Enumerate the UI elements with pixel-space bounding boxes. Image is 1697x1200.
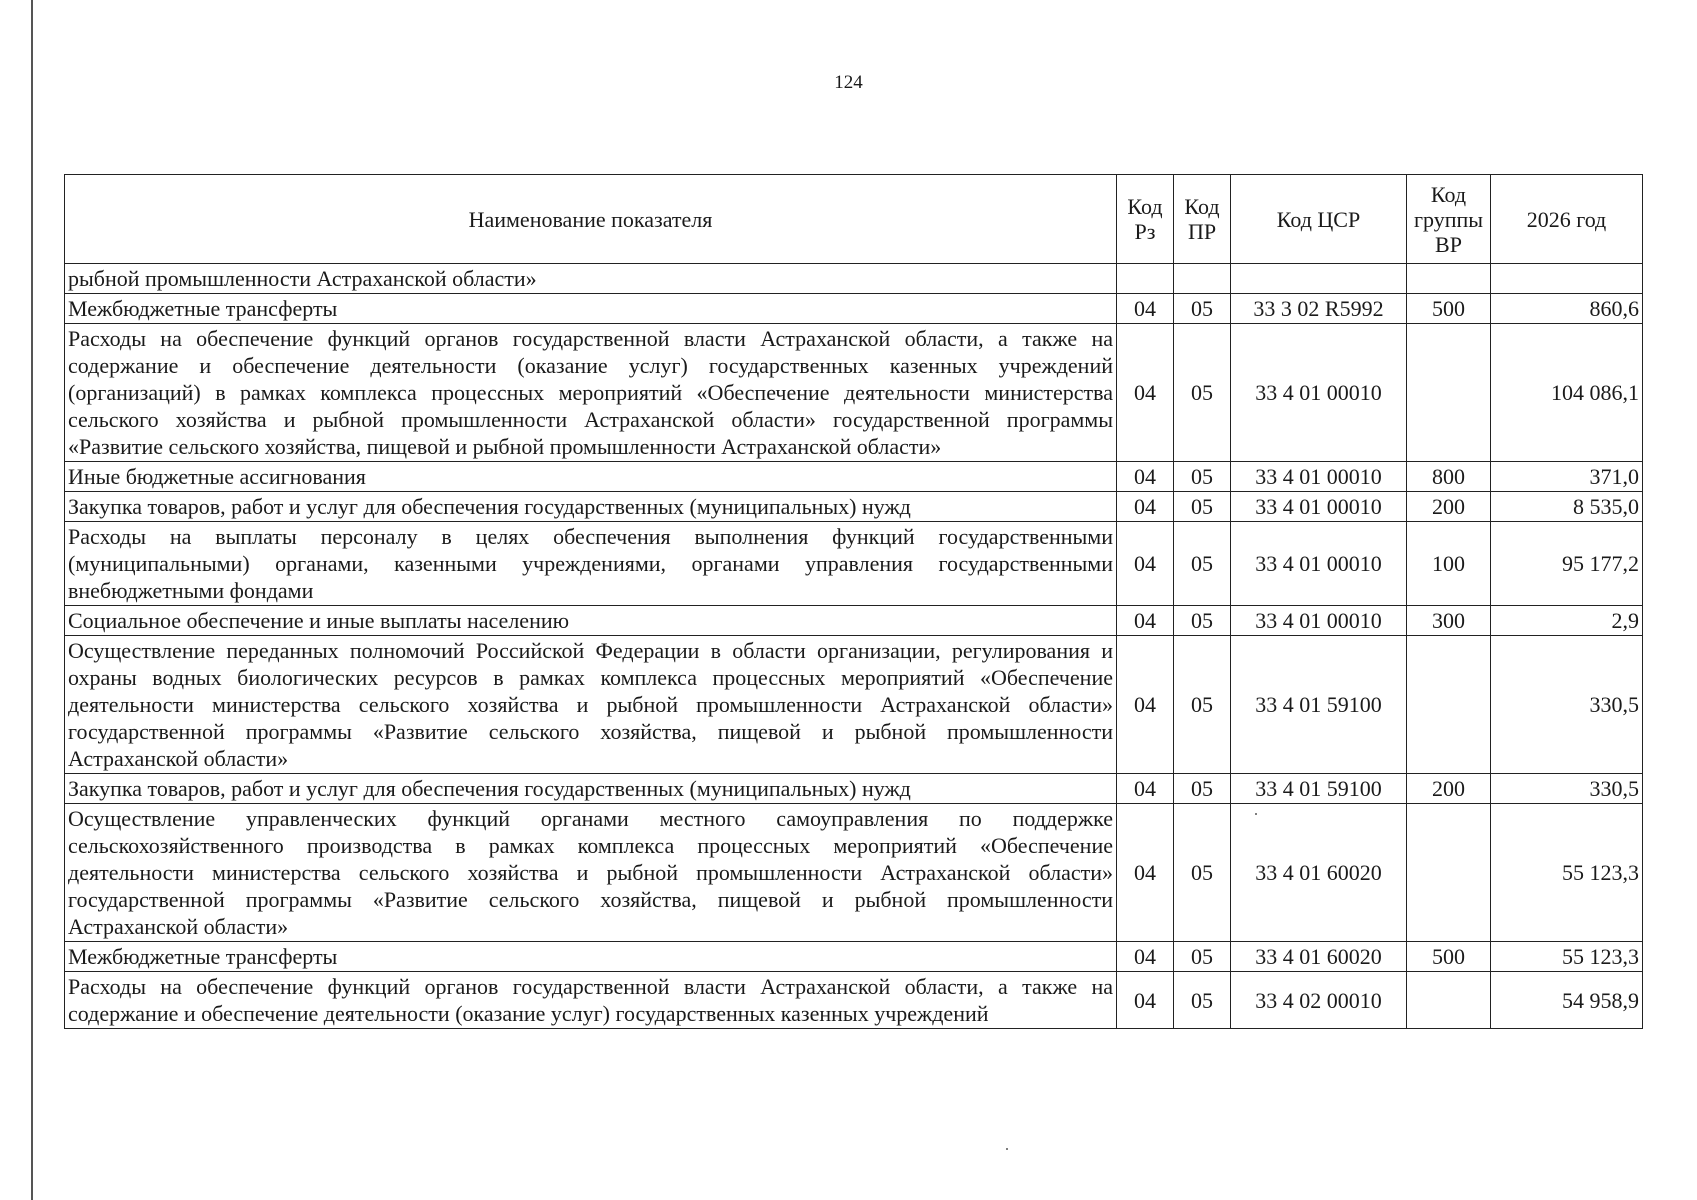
row-pr: 05 (1174, 522, 1231, 606)
table-row (65, 264, 1643, 294)
row-rz: 04 (1117, 636, 1174, 774)
table-row (65, 492, 1643, 522)
header-rz: Код Рз (1117, 175, 1174, 264)
header-vr: Код группы ВР (1407, 175, 1491, 264)
row-name: Расходы на обеспечение функций органов государственной власти Астраханской области, а также на содержание и обеспечение деятельности (оказание услуг) государственных казенных учреждений (65, 972, 1117, 1029)
row-amount: 371,0 (1491, 462, 1643, 492)
binding-edge-line (31, 0, 33, 1200)
row-amount: 330,5 (1491, 636, 1643, 774)
row-rz: 04 (1117, 606, 1174, 636)
row-csr: 33 4 01 59100 (1231, 636, 1407, 774)
table-row (65, 462, 1643, 492)
row-csr (1231, 264, 1407, 294)
row-amount: 330,5 (1491, 774, 1643, 804)
row-amount: 54 958,9 (1491, 972, 1643, 1029)
row-name: Закупка товаров, работ и услуг для обеспечения государственных (муниципальных) нужд (65, 774, 1117, 804)
row-rz: 04 (1117, 972, 1174, 1029)
row-csr: 33 4 01 00010 (1231, 606, 1407, 636)
row-rz: 04 (1117, 294, 1174, 324)
row-amount: 860,6 (1491, 294, 1643, 324)
table-row (65, 774, 1643, 804)
row-vr (1407, 264, 1491, 294)
row-rz (1117, 264, 1174, 294)
row-name: Закупка товаров, работ и услуг для обеспечения государственных (муниципальных) нужд (65, 492, 1117, 522)
row-name: Социальное обеспечение и иные выплаты населению (65, 606, 1117, 636)
table-row (65, 606, 1643, 636)
row-rz: 04 (1117, 492, 1174, 522)
row-amount: 8 535,0 (1491, 492, 1643, 522)
row-name: рыбной промышленности Астраханской области» (65, 264, 1117, 294)
row-vr (1407, 636, 1491, 774)
row-csr: 33 4 01 00010 (1231, 324, 1407, 462)
header-year: 2026 год (1491, 175, 1643, 264)
table-row (65, 294, 1643, 324)
table-row (65, 804, 1643, 942)
row-pr (1174, 264, 1231, 294)
row-pr: 05 (1174, 606, 1231, 636)
row-name: Расходы на выплаты персоналу в целях обеспечения выполнения функций государственными (муниципальными) органами, казенными учреждениями, органами управления государственными внебюджетными фондами (65, 522, 1117, 606)
row-name: Осуществление переданных полномочий Российской Федерации в области организации, регулирования и охраны водных биологических ресурсов в рамках комплекса процессных мероприятий «Обеспечение деятельности министерства сельского хозяйства и рыбной промышленности Астраханской области» государственной программы «Развитие сельского хозяйства, пищевой и рыбной промышленности Астраханской области» (65, 636, 1117, 774)
row-vr: 300 (1407, 606, 1491, 636)
row-amount: 55 123,3 (1491, 942, 1643, 972)
row-vr (1407, 324, 1491, 462)
row-pr: 05 (1174, 774, 1231, 804)
row-csr: 33 4 01 60020 (1231, 804, 1407, 942)
row-csr: 33 3 02 R5992 (1231, 294, 1407, 324)
row-rz: 04 (1117, 324, 1174, 462)
row-csr: 33 4 01 00010 (1231, 522, 1407, 606)
row-name: Иные бюджетные ассигнования (65, 462, 1117, 492)
row-csr: 33 4 02 00010 (1231, 972, 1407, 1029)
row-pr: 05 (1174, 804, 1231, 942)
row-csr: 33 4 01 00010 (1231, 462, 1407, 492)
row-amount: 55 123,3 (1491, 804, 1643, 942)
row-rz: 04 (1117, 942, 1174, 972)
row-vr: 100 (1407, 522, 1491, 606)
row-amount: 95 177,2 (1491, 522, 1643, 606)
row-amount: 104 086,1 (1491, 324, 1643, 462)
row-amount: 2,9 (1491, 606, 1643, 636)
row-pr: 05 (1174, 294, 1231, 324)
header-name: Наименование показателя (65, 175, 1117, 264)
row-rz: 04 (1117, 522, 1174, 606)
table-row (65, 972, 1643, 1029)
row-pr: 05 (1174, 324, 1231, 462)
row-vr: 200 (1407, 492, 1491, 522)
row-vr (1407, 804, 1491, 942)
row-name: Расходы на обеспечение функций органов государственной власти Астраханской области, а также на содержание и обеспечение деятельности (оказание услуг) государственных казенных учреждений (организаций) в рамках комплекса процессных мероприятий «Обеспечение деятельности министерства сельского хозяйства и рыбной промышленности Астраханской области» государственной программы «Развитие сельского хозяйства, пищевой и рыбной промышленности Астраханской области» (65, 324, 1117, 462)
row-pr: 05 (1174, 492, 1231, 522)
row-name: Межбюджетные трансферты (65, 294, 1117, 324)
row-csr: 33 4 01 00010 (1231, 492, 1407, 522)
row-amount (1491, 264, 1643, 294)
table-row (65, 324, 1643, 462)
row-vr: 800 (1407, 462, 1491, 492)
row-pr: 05 (1174, 972, 1231, 1029)
row-vr: 500 (1407, 942, 1491, 972)
table-header-row (65, 175, 1643, 264)
row-vr: 200 (1407, 774, 1491, 804)
row-pr: 05 (1174, 942, 1231, 972)
row-rz: 04 (1117, 804, 1174, 942)
row-rz: 04 (1117, 774, 1174, 804)
row-pr: 05 (1174, 636, 1231, 774)
scan-speck (1006, 1148, 1008, 1150)
row-pr: 05 (1174, 462, 1231, 492)
header-csr: Код ЦСР (1231, 175, 1407, 264)
budget-table (64, 174, 1643, 1029)
table-row (65, 636, 1643, 774)
row-csr: 33 4 01 59100 (1231, 774, 1407, 804)
row-name: Межбюджетные трансферты (65, 942, 1117, 972)
row-name: Осуществление управленческих функций органами местного самоуправления по поддержке сельскохозяйственного производства в рамках комплекса процессных мероприятий «Обеспечение деятельности министерства сельского хозяйства и рыбной промышленности Астраханской области» государственной программы «Развитие сельского хозяйства, пищевой и рыбной промышленности Астраханской области» (65, 804, 1117, 942)
table-row (65, 942, 1643, 972)
row-csr: 33 4 01 60020 (1231, 942, 1407, 972)
scan-speck (1255, 813, 1257, 815)
row-rz: 04 (1117, 462, 1174, 492)
page-number: 124 (834, 72, 863, 93)
table-row (65, 522, 1643, 606)
row-vr: 500 (1407, 294, 1491, 324)
row-vr (1407, 972, 1491, 1029)
header-pr: Код ПР (1174, 175, 1231, 264)
